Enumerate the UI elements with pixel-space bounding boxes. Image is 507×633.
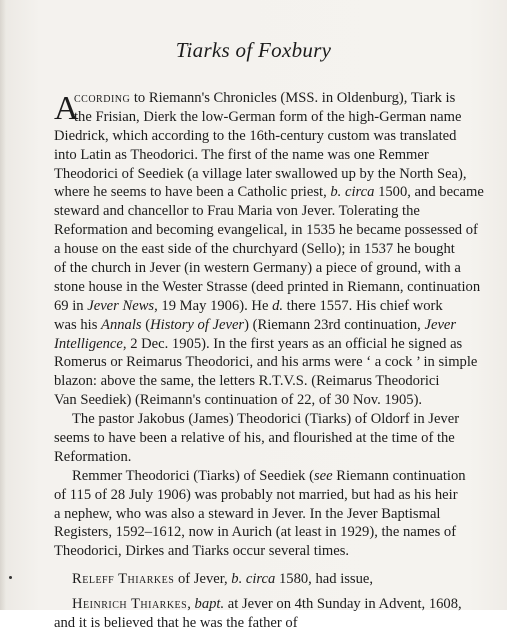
ink-speck (9, 576, 12, 579)
italic-run: b. circa (231, 571, 276, 588)
paragraph-1-line-11: stone house in the Wester Strasse (deed printed in Riemann, continuation (54, 278, 481, 295)
paragraph-1-line-10: of the church in Jever (in western Germany) a piece of ground, with a (54, 260, 461, 277)
paragraph-3-line-1 (54, 467, 507, 486)
text-run: Remmer Theodorici (Tiarks) of Seediek ( (72, 467, 314, 484)
paragraph-2-line-3: Reformation. (54, 448, 132, 465)
italic-run: bapt. (194, 596, 225, 613)
paragraph-1-line-2: the Frisian, Dierk the low-German form of the high-German name (74, 108, 462, 125)
italic-run: d. (272, 297, 284, 314)
paragraph-3-line-5: Theodorici, Dirkes and Tiarks occur several times. (54, 543, 350, 560)
italic-run: Annals (101, 316, 142, 333)
paragraph-1-line-5: Theodorici of Seediek (a village later swallowed up by the North Sea), (54, 165, 467, 182)
paragraph-1-line-8: Reformation and becoming evangelical, in 1535 he became possessed of (54, 222, 478, 239)
text-run: to Riemann's Chronicles (MSS. in Oldenburg), Tiark is (130, 90, 456, 106)
paragraph-4-line-1 (54, 570, 507, 589)
paragraph-1-line-13 (54, 316, 507, 335)
body-text (54, 89, 507, 633)
italic-run: Jever News (87, 297, 155, 314)
text-run: , 2 Dec. 1905). In the first years as an official he signed as (122, 335, 463, 352)
text-run: where he seems to have been a Catholic priest, (54, 184, 331, 201)
person-name: Releff Thiarkes (72, 571, 175, 588)
paragraph-5-line-2: and it is believed that he was the father of (54, 615, 298, 632)
paragraph-2-line-2: seems to have been a relative of his, and flourished at the time of the (54, 430, 455, 447)
italic-run: Intelligence (54, 335, 123, 352)
paragraph-1-line-16: blazon: above the same, the letters R.T.V.S. (Reimarus Theodorici (54, 373, 440, 390)
text-run: Riemann continuation (332, 467, 466, 484)
italic-run: Jever (424, 316, 457, 333)
person-name: Heinrich Thiarkes (72, 596, 188, 613)
italic-run: History of Jever (150, 316, 245, 333)
page-title: Tiarks of Foxbury (175, 38, 332, 62)
paragraph-3-line-2: of 115 of 28 July 1906) was probably not married, but had as his heir (54, 486, 458, 503)
paragraph-1-line-15: Romerus or Reimarus Theodorici, and his arms were ‘ a cock ’ in simple (54, 354, 478, 371)
text-run: , (187, 596, 195, 613)
text-run: ( (141, 316, 151, 333)
paragraph-1-line-3: Diedrick, which according to the 16th-century custom was translated (54, 127, 457, 144)
text-run: at Jever on 4th Sunday in Advent, 1608, (224, 596, 462, 613)
text-run: , 19 May 1906). He (154, 297, 273, 314)
text-run: of Jever, (174, 571, 232, 588)
paragraph-1-line-7: steward and chancellor to Frau Maria von Jever. Tolerating the (54, 203, 420, 220)
paragraph-1-line-4: into Latin as Theodorici. The first of the name was one Remmer (54, 146, 429, 163)
small-caps-word: ccording (74, 90, 131, 106)
paragraph-1-line-12 (54, 297, 507, 316)
paragraph-1-line-14 (54, 335, 507, 354)
scan-edge-shadow (0, 0, 6, 610)
text-run: ) (Riemann 23rd continuation, (244, 316, 425, 333)
italic-run: b. circa (330, 184, 375, 201)
paragraph-1-line-17: Van Seediek) (Reimann's continuation of 22, of 30 Nov. 1905). (54, 392, 423, 409)
text-run: there 1557. His chief work (283, 297, 443, 314)
paragraph-5-line-1 (54, 595, 507, 614)
text-run: 1500, and became (374, 184, 484, 201)
text-run: 69 in (54, 297, 88, 314)
drop-cap: A (54, 90, 79, 127)
text-run: 1580, had issue, (275, 571, 374, 588)
paragraph-spacer (54, 561, 507, 570)
paragraph-3-line-3: a nephew, who was also a steward in Jever. In the Jever Baptismal (54, 505, 441, 522)
paragraph-2-line-1: The pastor Jakobus (James) Theodorici (Tiarks) of Oldorf in Jever (72, 411, 460, 428)
paragraph-3-line-4: Registers, 1592–1612, now in Aurich (at least in 1929), the names of (54, 524, 457, 541)
italic-run: see (313, 467, 333, 484)
paragraph-1-line-6 (54, 183, 507, 202)
text-run: was his (54, 316, 102, 333)
paragraph-1-line-9: a house on the east side of the churchyard (Sello); in 1537 he bought (54, 241, 455, 258)
